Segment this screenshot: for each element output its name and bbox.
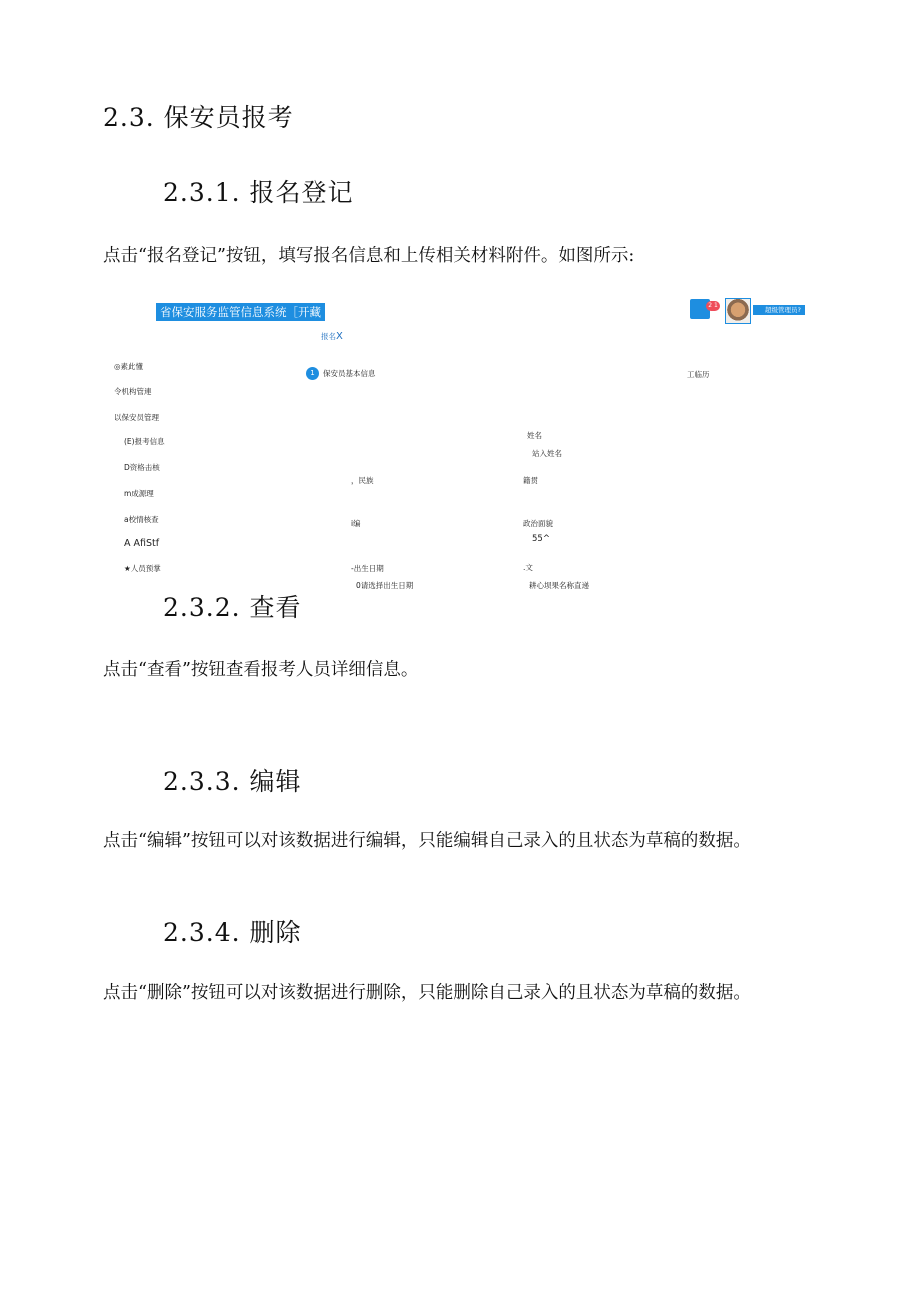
embedded-screenshot <box>110 295 810 595</box>
political-status-select[interactable]: 55^ <box>532 534 550 544</box>
step-number-badge: 1 <box>306 367 319 380</box>
sidebar-item-warning[interactable]: ★人员预掌 <box>124 564 161 573</box>
avatar[interactable] <box>725 298 751 324</box>
name-input[interactable]: 站入姓名 <box>532 449 562 458</box>
app-title-banner: 省保安服务监管信息系统［开藏 <box>156 303 325 321</box>
section-text-2-3-4: 点击“删除”按钮可以对该数据进行删除，只能删除自己录入的且状态为草稿的数据。 <box>103 983 751 1003</box>
notification-badge: 2 1 <box>706 301 720 311</box>
sidebar-item-score[interactable]: m成源理 <box>124 489 154 498</box>
tab-registration[interactable] <box>321 331 343 342</box>
sidebar-item-afistf[interactable]: A AfiStf <box>124 538 160 549</box>
birth-date-input[interactable]: 0请选择出生日期 <box>356 581 414 590</box>
section-heading-2-3-2: 2.3.2. 查看 <box>163 593 302 622</box>
ethnic-label: ，民族 <box>351 476 374 485</box>
education-label: i编 <box>351 519 361 528</box>
birth-date-label: -出生日期 <box>351 564 384 573</box>
section-heading-2-3-3: 2.3.3. 编辑 <box>163 767 302 796</box>
sidebar-item-exam-info[interactable]: (E)报考信息 <box>124 437 165 446</box>
step-right-label: 工临历 <box>687 370 710 379</box>
section-heading-2-3-4: 2.3.4. 删除 <box>163 918 302 947</box>
section-text-2-3-2: 点击“查看”按钮查看报考人员详细信息。 <box>103 660 419 680</box>
sidebar-item-verify[interactable]: a校情核查 <box>124 515 159 524</box>
political-status-label: 政治面貌 <box>523 519 553 528</box>
sidebar-item-qualification[interactable]: D资格击核 <box>124 463 160 472</box>
culture-label: .文 <box>523 563 533 572</box>
tab-close-icon[interactable]: X <box>336 331 343 342</box>
section-heading-2-3: 2.3. 保安员报考 <box>103 103 294 132</box>
tab-label: 报名 <box>321 332 336 341</box>
user-menu-button[interactable]: 超级管理员? <box>753 305 805 315</box>
sidebar-item-guard-mgmt[interactable]: 以保安员管理 <box>114 413 159 422</box>
sidebar-item-dashboard[interactable]: ◎素此懂 <box>114 362 144 371</box>
section-text-2-3-1: 点击“报名登记”按钮，填写报名信息和上传相关材料附件。如图所示: <box>103 246 635 266</box>
section-text-2-3-3: 点击“编辑”按钮可以对该数据进行编辑，只能编辑自己录入的且状态为草稿的数据。 <box>103 831 751 851</box>
step-label: 保安员基本信息 <box>323 369 376 378</box>
section-heading-2-3-1: 2.3.1. 报名登记 <box>163 178 354 207</box>
sidebar-item-org[interactable]: 令机构管連 <box>114 387 152 396</box>
culture-input[interactable]: 耕心坝果名称直递 <box>529 581 589 590</box>
native-place-label: 籍贯 <box>523 476 538 485</box>
name-label: 姓名 <box>527 431 542 440</box>
